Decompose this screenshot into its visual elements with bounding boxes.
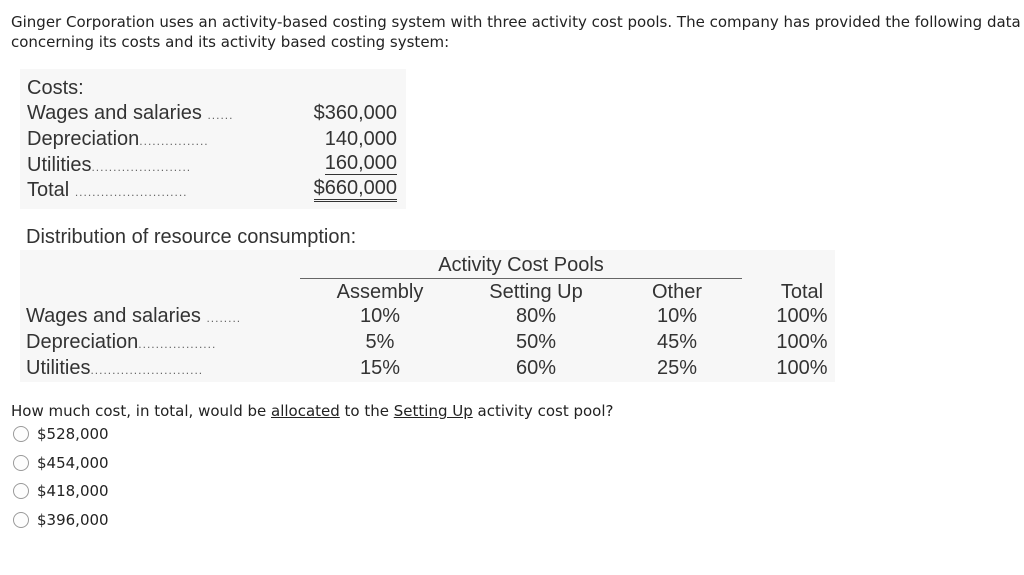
radio-button[interactable] xyxy=(13,512,29,528)
table-cell: 100% xyxy=(776,305,828,327)
intro-text: Ginger Corporation uses an activity-based costing system with three activity cost pools. The company has provided the following data concerning its costs and its activity based costing system: xyxy=(11,13,1021,51)
activity-cost-pools-header: Activity Cost Pools xyxy=(300,252,742,279)
answer-option-1[interactable] xyxy=(13,423,109,445)
cost-amount: 140,000 xyxy=(324,128,397,150)
allocated-link[interactable]: allocated xyxy=(271,402,340,420)
leader-dots: ...... xyxy=(207,108,234,122)
question-middle: to the xyxy=(339,402,394,420)
column-header-setting-up: Setting Up xyxy=(489,281,583,303)
cost-amount: $660,000 xyxy=(314,177,397,202)
row-label-utilities xyxy=(26,355,282,381)
cost-row-total xyxy=(27,177,399,203)
table-cell: 5% xyxy=(365,331,395,353)
table-cell: 50% xyxy=(515,331,557,353)
question-text xyxy=(11,401,613,421)
cost-amount: 160,000 xyxy=(324,152,397,174)
distribution-table xyxy=(20,250,835,382)
table-cell: 10% xyxy=(656,305,698,327)
leader-dots: ....................... xyxy=(91,160,192,174)
cost-row-depreciation xyxy=(27,126,399,152)
leader-dots: ................ xyxy=(139,134,209,148)
row-label-depreciation xyxy=(26,329,282,355)
table-cell: 60% xyxy=(515,357,557,379)
costs-table xyxy=(20,69,406,209)
answer-option-4[interactable] xyxy=(13,509,109,531)
leader-dots: .......................... xyxy=(74,185,188,199)
setting-up-link[interactable]: Setting Up xyxy=(393,402,473,420)
option-label: $454,000 xyxy=(37,454,109,472)
cost-row-utilities xyxy=(27,152,399,178)
answer-option-3[interactable] xyxy=(13,480,109,502)
cost-label: Depreciation xyxy=(27,128,140,150)
option-label: $396,000 xyxy=(37,511,109,529)
table-cell: 45% xyxy=(656,331,698,353)
table-cell: 100% xyxy=(776,331,828,353)
distribution-heading: Distribution of resource consumption: xyxy=(26,226,357,248)
row-label-text: Depreciation xyxy=(26,331,139,353)
costs-heading: Costs: xyxy=(27,77,84,99)
column-header-total: Total xyxy=(780,281,824,303)
option-label: $418,000 xyxy=(37,482,109,500)
radio-button[interactable] xyxy=(13,426,29,442)
leader-dots: .................. xyxy=(138,337,217,351)
row-label-text: Utilities xyxy=(26,357,91,379)
question-prefix: How much cost, in total, would be xyxy=(11,402,271,420)
table-cell: 25% xyxy=(656,357,698,379)
column-header-other: Other xyxy=(651,281,703,303)
answer-option-2[interactable] xyxy=(13,452,109,474)
column-header-assembly: Assembly xyxy=(336,281,424,303)
option-label: $528,000 xyxy=(37,425,109,443)
table-cell: 10% xyxy=(359,305,401,327)
cost-amount: $360,000 xyxy=(313,102,397,124)
cost-label: Wages and salaries xyxy=(27,102,202,124)
radio-button[interactable] xyxy=(13,483,29,499)
question-suffix: activity cost pool? xyxy=(472,402,614,420)
radio-button[interactable] xyxy=(13,455,29,471)
cost-row-wages xyxy=(27,100,399,126)
table-cell: 15% xyxy=(359,357,401,379)
table-cell: 100% xyxy=(776,357,828,379)
cost-label: Total xyxy=(27,179,70,201)
cost-label: Utilities xyxy=(27,154,92,176)
leader-dots: .......................... xyxy=(90,363,204,377)
table-cell: 80% xyxy=(515,305,557,327)
row-label-text: Wages and salaries xyxy=(26,305,201,327)
leader-dots: ........ xyxy=(206,311,242,325)
row-label-wages xyxy=(26,303,282,329)
